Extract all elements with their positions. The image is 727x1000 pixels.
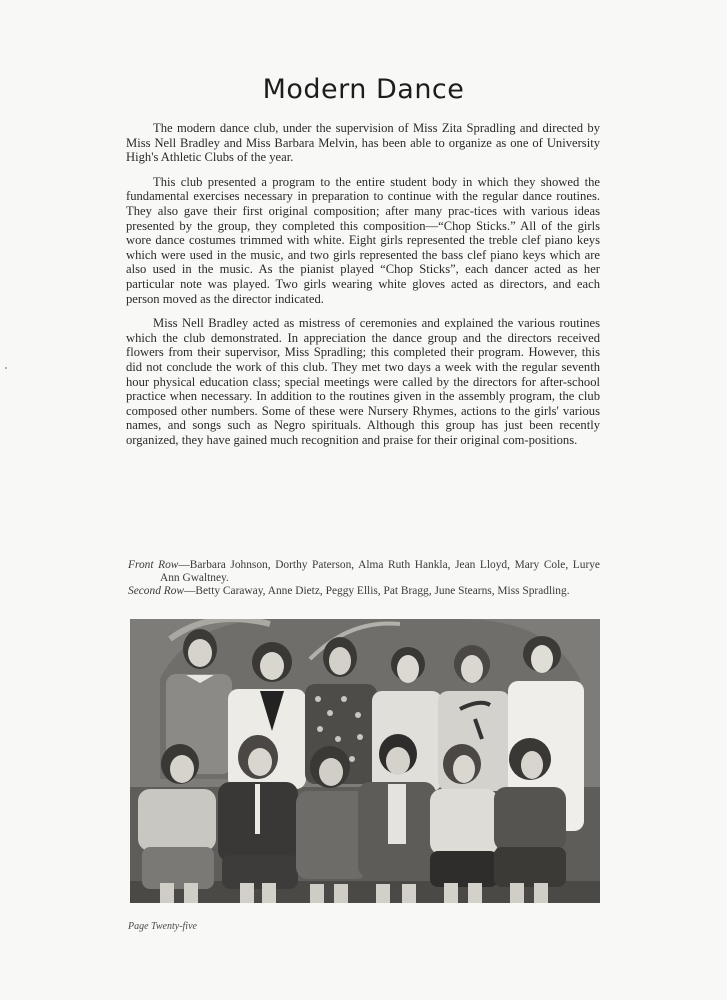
second-row-label: Second Row	[128, 585, 184, 598]
article-body	[126, 121, 600, 457]
front-row-names: —Barbara Johnson, Dorthy Paterson, Alma Ruth Hankla, Jean Lloyd, Mary Cole, Lurye Ann Gwaltney.	[160, 559, 600, 584]
paragraph: The modern dance club, under the supervision of Miss Zita Spradling and directed by Miss Nell Bradley and Miss Barbara Melvin, has been able to organize as one of University High's Athletic Clubs of the year.	[126, 121, 600, 165]
page-number: Page Twenty-five	[128, 921, 197, 932]
front-row-label: Front Row	[128, 559, 179, 571]
group-photo-illustration	[130, 619, 600, 903]
photo-caption	[128, 559, 600, 599]
caption-front-row	[128, 559, 600, 584]
group-photo	[130, 619, 600, 903]
page-title: Modern Dance	[262, 74, 465, 106]
scan-speck	[5, 367, 7, 369]
caption-second-row	[128, 585, 600, 598]
paragraph: Miss Nell Bradley acted as mistress of ceremonies and explained the various routines which the club demonstrated. In appreciation the dance group and the directors received flowers from their supervisor, Miss Spradling; this completed their program. However, this did not conclude the work of this club. They met two days a week with the regular seventh hour physical education class; special meetings were called by the directors for after-school practice when necessary. In addition to the routines given in the assembly program, the club composed other numbers. Some of these were Nursery Rhymes, actions to the girls' various names, and songs such as Negro spirituals. Although this group has just been recently organized, they have gained much recognition and praise for their original com-positions.	[126, 316, 600, 447]
paragraph: This club presented a program to the entire student body in which they showed the fundamental exercises necessary in preparation to continue with the regular dance routines. They also gave their first original composition; after many prac-tices with various ideas presented by the group, they completed this composition—“Chop Sticks.” All of the girls wore dance costumes trimmed with white. Eight girls represented the treble clef piano keys which were used in the music, and two girls represented the bass clef piano keys which are also used in the music. As the pianist played “Chop Sticks”, each dancer acted as her particular note was played. Two girls wearing white gloves acted as directors, and each person moved as the director indicated.	[126, 174, 600, 306]
second-row-names: —Betty Caraway, Anne Dietz, Peggy Ellis, Pat Bragg, June Stearns, Miss Spradling.	[184, 585, 570, 598]
